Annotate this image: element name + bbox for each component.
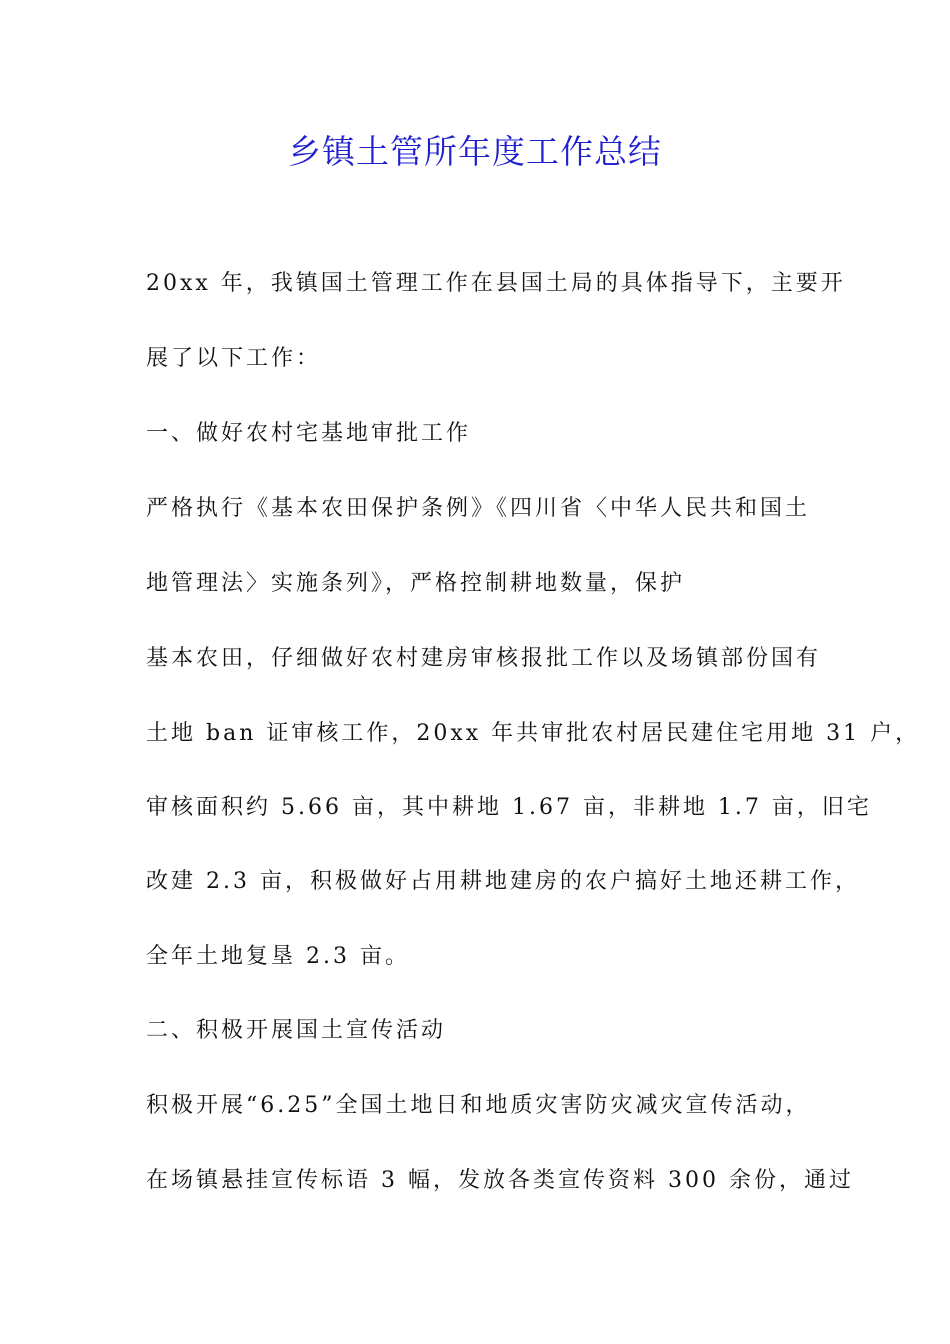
body-line: 地管理法〉实施条列》，严格控制耕地数量，保护 — [146, 571, 686, 596]
body-line: 严格执行《基本农田保护条例》《四川省〈中华人民共和国土 — [146, 496, 811, 521]
body-line: 土地 ban 证审核工作，20xx 年共审批农村居民建住宅用地 31 户， — [146, 721, 921, 746]
section-heading: 一、做好农村宅基地审批工作 — [146, 421, 472, 446]
section-heading: 二、积极开展国土宣传活动 — [146, 1018, 447, 1043]
body-line: 全年土地复垦 2.3 亩。 — [146, 944, 410, 969]
body-line: 展了以下工作： — [146, 346, 322, 371]
document-title: 乡镇土管所年度工作总结 — [288, 132, 662, 171]
body-line: 基本农田，仔细做好农村建房审核报批工作以及场镇部份国有 — [146, 646, 822, 671]
body-line: 改建 2.3 亩，积极做好占用耕地建房的农户搞好土地还耕工作， — [146, 869, 860, 894]
body-line: 20xx 年，我镇国土管理工作在县国土局的具体指导下，主要开 — [146, 271, 846, 296]
body-line: 审核面积约 5.66 亩，其中耕地 1.67 亩，非耕地 1.7 亩，旧宅 — [146, 795, 872, 820]
body-line: 积极开展“6.25”全国土地日和地质灾害防灾减灾宣传活动， — [146, 1093, 811, 1118]
body-line: 在场镇悬挂宣传标语 3 幅，发放各类宣传资料 300 余份，通过 — [146, 1168, 854, 1193]
